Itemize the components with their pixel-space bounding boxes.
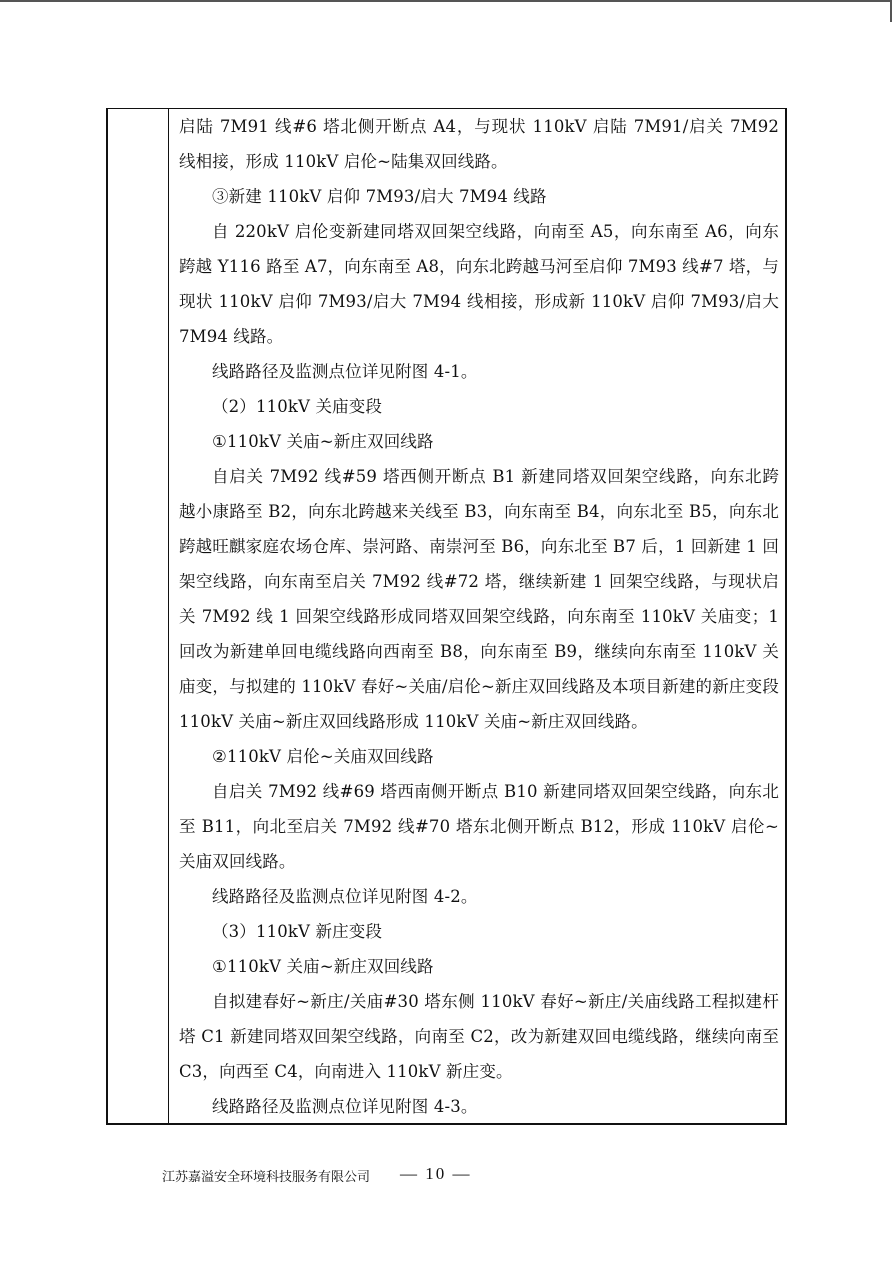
paragraph: 启陆 7M91 线#6 塔北侧开断点 A4，与现状 110kV 启陆 7M91/启关 7M92 线相接，形成 110kV 启伦~陆集双回线路。 [179,117,779,171]
table-content-cell [179,109,779,1124]
paragraph: ①110kV 关庙~新庄双回线路 [212,957,434,976]
paragraph: 线路路径及监测点位详见附图 4-1。 [212,362,478,381]
paragraph: ②110kV 启伦~关庙双回线路 [212,747,434,766]
paragraph: 线路路径及监测点位详见附图 4-2。 [212,887,478,906]
page-footer [0,1160,892,1190]
content-table [106,108,787,1125]
paragraph: 自拟建春好~新庄/关庙#30 塔东侧 110kV 春好~新庄/关庙线路工程拟建杆塔 C1 新建同塔双回架空线路，向南至 C2，改为新建双回电缆线路，继续向南至 C3，向西至 C4，向南进入 110kV 新庄变。 [179,992,779,1081]
paragraph: （2）110kV 关庙变段 [212,397,383,416]
paragraph: 自启关 7M92 线#59 塔西侧开断点 B1 新建同塔双回架空线路，向东北跨越小康路至 B2，向东北跨越来关线至 B3，向东南至 B4，向东北至 B5，向东北跨越旺麒家庭农场仓库、崇河路、南崇河至 B6，向东北至 B7 后，1 回新建 1 回架空线路，向东南至启关 7M92 线#72 塔，继续新建 1 回架空线路，与现状启关 7M92 线 1 回架空线路形成同塔双回架空线路，向东南至 110kV 关庙变；1 回改为新建单回电缆线路向西南至 B8，向东南至 B9，继续向东南至 110kV 关庙变，与拟建的 110kV 春好~关庙/启伦~新庄双回线路及本项目新建的新庄变段 110kV 关庙~新庄双回线路形成 110kV 关庙~新庄双回线路。 [179,467,779,731]
paragraph: ③新建 110kV 启仰 7M93/启大 7M94 线路 [212,187,547,206]
paragraph: （3）110kV 新庄变段 [212,922,383,941]
paragraph: 自启关 7M92 线#69 塔西南侧开断点 B10 新建同塔双回架空线路，向东北至 B11，向北至启关 7M92 线#70 塔东北侧开断点 B12，形成 110kV 启伦~关庙双回线路。 [179,782,779,871]
paragraph: ①110kV 关庙~新庄双回线路 [212,432,434,451]
paragraph: 线路路径及监测点位详见附图 4-3。 [212,1097,478,1116]
page-number: — 10 — [400,1164,472,1183]
paragraph: 自 220kV 启伦变新建同塔双回架空线路，向南至 A5，向东南至 A6，向东跨越 Y116 路至 A7，向东南至 A8，向东北跨越马河至启仰 7M93 线#7 塔，与现状 110kV 启仰 7M93/启大 7M94 线相接，形成新 110kV 启仰 7M93/启大 7M94 线路。 [179,222,779,346]
footer-company-name: 江苏嘉溢安全环境科技服务有限公司 [162,1170,371,1185]
page-top-border [0,0,892,2]
table-label-column [108,109,169,1123]
